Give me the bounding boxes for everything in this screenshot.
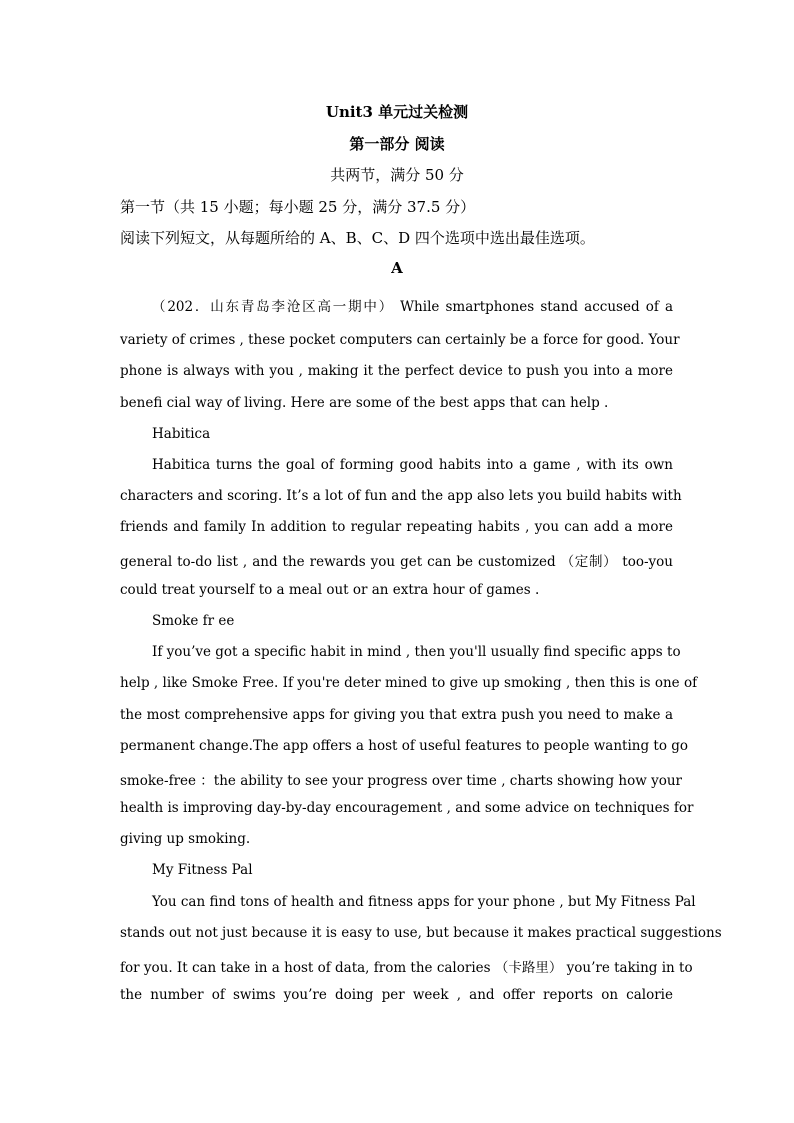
score-line: 共两节，满分 50 分 bbox=[330, 166, 464, 184]
passage-line: the most comprehensive apps for giving you that extra push you need to make a bbox=[120, 707, 673, 723]
passage-line: You can find tons of health and fitness apps for your phone , but My Fitness Pal bbox=[152, 894, 696, 910]
passage-line: phone is always with you , making it the perfect device to push you into a more bbox=[120, 363, 673, 379]
passage-line: the number of swims you’re doing per week , and offer reports on calorie bbox=[120, 987, 673, 1003]
passage-label: A bbox=[391, 259, 403, 277]
passage-line: health is improving day-by-day encouragement , and some advice on techniques for bbox=[120, 800, 694, 816]
passage-line: general to-do list , and the rewards you get can be customized （定制） too-you bbox=[120, 554, 673, 570]
passage-line: smoke-free ：the ability to see your progress over time , charts showing how your bbox=[120, 773, 683, 789]
passage-line: benefi cial way of living. Here are some of the best apps that can help . bbox=[120, 395, 609, 411]
passage-line: for you. It can take in a host of data, from the calories （卡路里） you’re taking in to bbox=[120, 960, 693, 976]
section-title-smoke-free: Smoke fr ee bbox=[152, 613, 235, 629]
passage-line: permanent change.The app offers a host of useful features to people wanting to go bbox=[120, 738, 689, 754]
passage-line: giving up smoking. bbox=[120, 831, 251, 847]
passage-line: Habitica turns the goal of forming good habits into a game , with its own bbox=[152, 457, 673, 473]
passage-line: friends and family In addition to regular repeating habits , you can add a more bbox=[120, 519, 673, 535]
passage-line: help , like Smoke Free. If you're deter mined to give up smoking , then this is one of bbox=[120, 675, 698, 691]
instruction: 阅读下列短文，从每题所给的 A、B、C、D 四个选项中选出最佳选项。 bbox=[120, 229, 595, 247]
section-title-my-fitness-pal: My Fitness Pal bbox=[152, 862, 253, 878]
section-heading: 第一节（共 15 小题；每小题 25 分，满分 37.5 分） bbox=[120, 198, 476, 216]
part-title: 第一部分 阅读 bbox=[349, 135, 445, 153]
passage-line: could treat yourself to a meal out or an extra hour of games . bbox=[120, 582, 540, 598]
passage-line: characters and scoring. It’s a lot of fun and the app also lets you build habits with bbox=[120, 488, 682, 504]
passage-line: If you’ve got a specific habit in mind , then you'll usually find specific apps to bbox=[152, 644, 681, 660]
section-title-habitica: Habitica bbox=[152, 426, 211, 442]
passage-line: stands out not just because it is easy to use, but because it makes practical suggestions bbox=[120, 925, 722, 941]
unit-title: Unit3 单元过关检测 bbox=[325, 103, 469, 121]
passage-line: （202．山东青岛李沧区高一期中） While smartphones stand accused of a bbox=[152, 299, 673, 315]
passage-line: variety of crimes , these pocket computers can certainly be a force for good. Your bbox=[120, 332, 680, 348]
